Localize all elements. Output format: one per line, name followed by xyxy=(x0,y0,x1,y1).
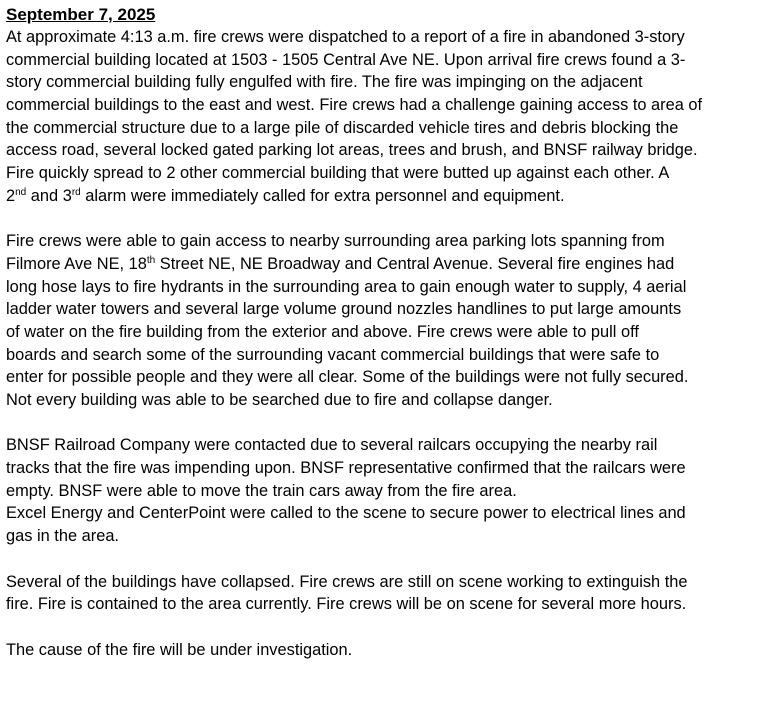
text-line: BNSF Railroad Company were contacted due to several railcars occupying the nearby rail xyxy=(6,436,658,455)
text-line: of water on the fire building from the exterior and above. Fire crews were able to pull off xyxy=(6,322,639,341)
paragraph-gap xyxy=(6,208,778,231)
text-segment: and 3 xyxy=(26,186,72,205)
text-line: empty. BNSF were able to move the train cars away from the fire area. xyxy=(6,481,517,500)
text-line: fire. Fire is contained to the area currently. Fire crews will be on scene for several more hours. xyxy=(6,595,687,614)
text-line: Fire quickly spread to 2 other commercial building that were butted up against each other. A xyxy=(6,164,670,183)
text-line: gas in the area. xyxy=(6,527,119,546)
text-line: the commercial structure due to a large pile of discarded vehicle tires and debris blocking the xyxy=(6,118,679,137)
text-line: story commercial building fully engulfed with fire. The fire was impinging on the adjacent xyxy=(6,73,643,92)
superscript: nd xyxy=(15,186,27,198)
date-heading: September 7, 2025 xyxy=(6,5,156,24)
paragraph-rail-utilities xyxy=(6,434,778,547)
paragraph-gap xyxy=(6,616,778,639)
text-line: access road, several locked gated parking lot areas, trees and brush, and BNSF railway bridge. xyxy=(6,141,698,160)
paragraph-access-operations xyxy=(6,230,778,412)
text-line: Fire crews were able to gain access to nearby surrounding area parking lots spanning from xyxy=(6,232,665,251)
paragraph-current-status xyxy=(6,571,778,616)
text-line: The cause of the fire will be under investigation. xyxy=(6,640,353,659)
text-line: Excel Energy and CenterPoint were called to the scene to secure power to electrical lines and xyxy=(6,504,686,523)
text-segment: 2 xyxy=(6,186,16,205)
text-line xyxy=(6,185,778,208)
superscript: th xyxy=(146,254,156,266)
paragraph-gap xyxy=(6,412,778,435)
paragraph-incident-summary xyxy=(6,26,778,208)
text-line: At approximate 4:13 a.m. fire crews were dispatched to a report of a fire in abandoned 3-story xyxy=(6,28,685,46)
text-line: commercial building located at 1503 - 1505 Central Ave NE. Upon arrival fire crews found a 3- xyxy=(6,50,686,69)
text-line: enter for possible people and they were all clear. Some of the buildings were not fully secured. xyxy=(6,368,689,387)
text-line: commercial buildings to the east and west. Fire crews had a challenge gaining access to area of xyxy=(6,96,703,115)
text-segment: alarm were immediately called for extra personnel and equipment. xyxy=(80,186,565,205)
document xyxy=(6,3,778,661)
text-segment: Filmore Ave NE, 18 xyxy=(6,254,147,273)
paragraph-investigation xyxy=(6,639,778,662)
paragraph-gap xyxy=(6,548,778,571)
text-line: Not every building was able to be searched due to fire and collapse danger. xyxy=(6,391,553,409)
text-segment: Street NE, NE Broadway and Central Avenue. Several fire engines had xyxy=(155,254,675,273)
text-line: boards and search some of the surrounding vacant commercial buildings that were safe to xyxy=(6,345,660,364)
text-line: Several of the buildings have collapsed. Fire crews are still on scene working to extinguish the xyxy=(6,572,688,591)
superscript: rd xyxy=(71,186,81,198)
text-line: ladder water towers and several large volume ground nozzles handlines to put large amounts xyxy=(6,300,682,319)
text-line: tracks that the fire was impending upon. BNSF representative confirmed that the railcars were xyxy=(6,459,686,478)
text-line: long hose lays to fire hydrants in the surrounding area to gain enough water to supply, 4 aerial xyxy=(6,277,687,296)
text-line xyxy=(6,253,778,276)
